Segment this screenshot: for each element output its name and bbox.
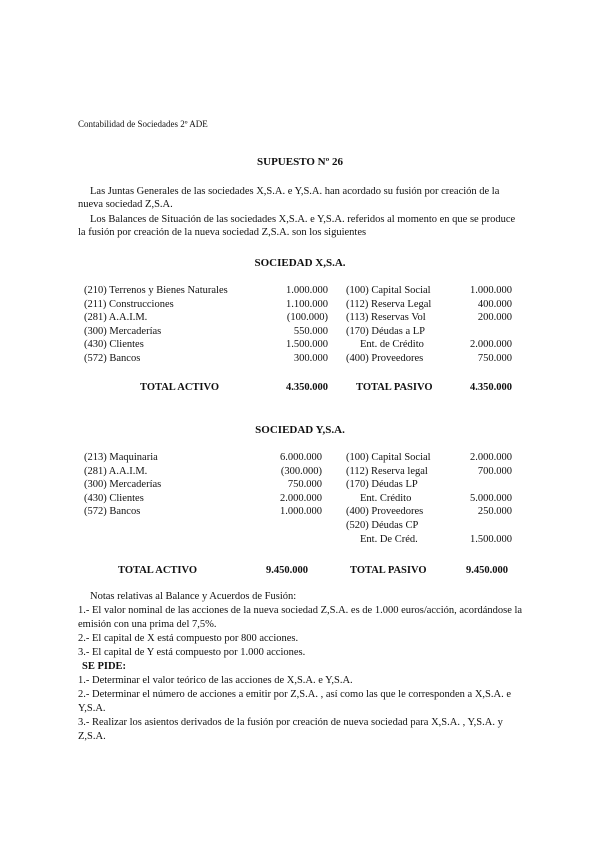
balance-x-title: SOCIEDAD X,S.A. <box>254 257 346 269</box>
activo-account-label: (572) Bancos <box>84 353 141 364</box>
document-header: Contabilidad de Sociedades 2º ADE <box>78 119 208 129</box>
pasivo-account-label: (170) Déudas a LP <box>346 325 426 337</box>
activo-account-label: (572) Bancos <box>84 506 141 518</box>
notes-section <box>78 590 528 744</box>
activo-account-value: 1.500.000 <box>286 339 328 351</box>
notes-heading: Notas relativas al Balance y Acuerdos de Fusión: <box>90 591 297 602</box>
pasivo-account-value: 200.000 <box>477 312 512 324</box>
pasivo-account-label: (100) Capital Social <box>346 285 431 296</box>
balance-y-title: SOCIEDAD Y,S.A. <box>255 424 345 436</box>
pasivo-account-label: (112) Reserva Legal <box>346 298 432 310</box>
pasivo-account-label: Ent. Crédito <box>360 492 412 504</box>
question-2: 2.- Determinar el número de acciones a emitir por Z,S.A. , así como las que le corresponden a X,S.A. e Y,S.A. <box>78 689 511 714</box>
pasivo-account-value: 2.000.000 <box>470 339 512 351</box>
total-pasivo-label: TOTAL PASIVO <box>350 565 427 576</box>
activo-account-value: 550.000 <box>293 325 328 337</box>
activo-account-label: (300) Mercaderías <box>84 325 162 337</box>
pasivo-account-value: 1.500.000 <box>470 533 512 545</box>
note-2: 2.- El capital de X está compuesto por 800 acciones. <box>78 633 299 644</box>
pasivo-account-label: (520) Déudas CP <box>346 520 419 531</box>
activo-account-value: (300.000) <box>280 465 322 477</box>
activo-account-value: 1.100.000 <box>286 298 328 310</box>
activo-account-label: (430) Clientes <box>84 339 144 351</box>
activo-account-value: 1.000.000 <box>280 506 322 518</box>
pasivo-account-label: (400) Proveedores <box>346 506 424 518</box>
total-pasivo-value: 4.350.000 <box>470 382 512 393</box>
total-activo-value: 9.450.000 <box>266 565 308 576</box>
activo-account-label: (300) Mercaderías <box>84 479 162 491</box>
pasivo-account-label: Ent. de Crédito <box>360 339 424 351</box>
pasivo-account-label: (400) Proveedores <box>346 353 424 364</box>
pasivo-account-value: 1.000.000 <box>470 285 512 296</box>
pasivo-account-value: 750.000 <box>477 353 512 364</box>
question-3: 3.- Realizar los asientos derivados de la fusión por creación de nueva sociedad para X,S.A. , Y,S.A. y Z,S.A. <box>78 717 503 742</box>
activo-account-label: (281) A.A.I.M. <box>84 312 148 324</box>
activo-account-value: 6.000.000 <box>280 452 322 463</box>
activo-account-label: (281) A.A.I.M. <box>84 465 148 477</box>
total-activo-value: 4.350.000 <box>286 382 328 393</box>
total-pasivo-value: 9.450.000 <box>466 565 508 576</box>
note-1: 1.- El valor nominal de las acciones de la nueva sociedad Z,S.A. es de 1.000 euros/acción, acordándose la emisión con una prima del 7,5%. <box>78 605 523 630</box>
total-pasivo-label: TOTAL PASIVO <box>356 382 433 393</box>
exercise-title: SUPUESTO Nº 26 <box>257 156 343 168</box>
se-pide-heading: SE PIDE: <box>82 661 127 672</box>
pasivo-account-label: (170) Déudas LP <box>346 479 418 491</box>
activo-account-label: (213) Maquinaria <box>84 452 158 463</box>
activo-account-value: 2.000.000 <box>280 492 322 504</box>
activo-account-label: (211) Construcciones <box>84 298 174 310</box>
pasivo-account-value: 400.000 <box>477 298 512 310</box>
pasivo-account-value: 700.000 <box>477 465 512 477</box>
activo-account-label: (210) Terrenos y Bienes Naturales <box>84 285 228 296</box>
pasivo-account-label: (112) Reserva legal <box>346 465 428 477</box>
activo-account-value: 750.000 <box>287 479 322 491</box>
activo-account-value: 1.000.000 <box>286 285 328 296</box>
total-activo-label: TOTAL ACTIVO <box>140 382 220 393</box>
total-activo-label: TOTAL ACTIVO <box>118 565 198 576</box>
pasivo-account-label: (100) Capital Social <box>346 452 431 463</box>
intro-paragraph-1: Las Juntas Generales de las sociedades X,S.A. e Y,S.A. han acordado su fusión por creación de la nueva sociedad Z,S.A. <box>78 186 500 210</box>
note-3: 3.- El capital de Y está compuesto por 1.000 acciones. <box>78 647 306 658</box>
activo-account-value: (100.000) <box>286 312 328 324</box>
pasivo-account-value: 2.000.000 <box>470 452 512 463</box>
activo-account-value: 300.000 <box>293 353 328 364</box>
question-1: 1.- Determinar el valor teórico de las acciones de X,S.A. e Y,S.A. <box>78 675 353 686</box>
intro-paragraph-2: Los Balances de Situación de las sociedades X,S.A. e Y,S.A. referidos al momento en que se produce la fusión por creación de la nueva sociedad Z,S.A. son los siguientes <box>78 214 516 238</box>
pasivo-account-value: 5.000.000 <box>470 492 512 504</box>
pasivo-account-value: 250.000 <box>477 506 512 518</box>
pasivo-account-label: (113) Reservas Vol <box>346 312 426 324</box>
activo-account-label: (430) Clientes <box>84 492 144 504</box>
pasivo-account-label: Ent. De Créd. <box>360 533 418 545</box>
